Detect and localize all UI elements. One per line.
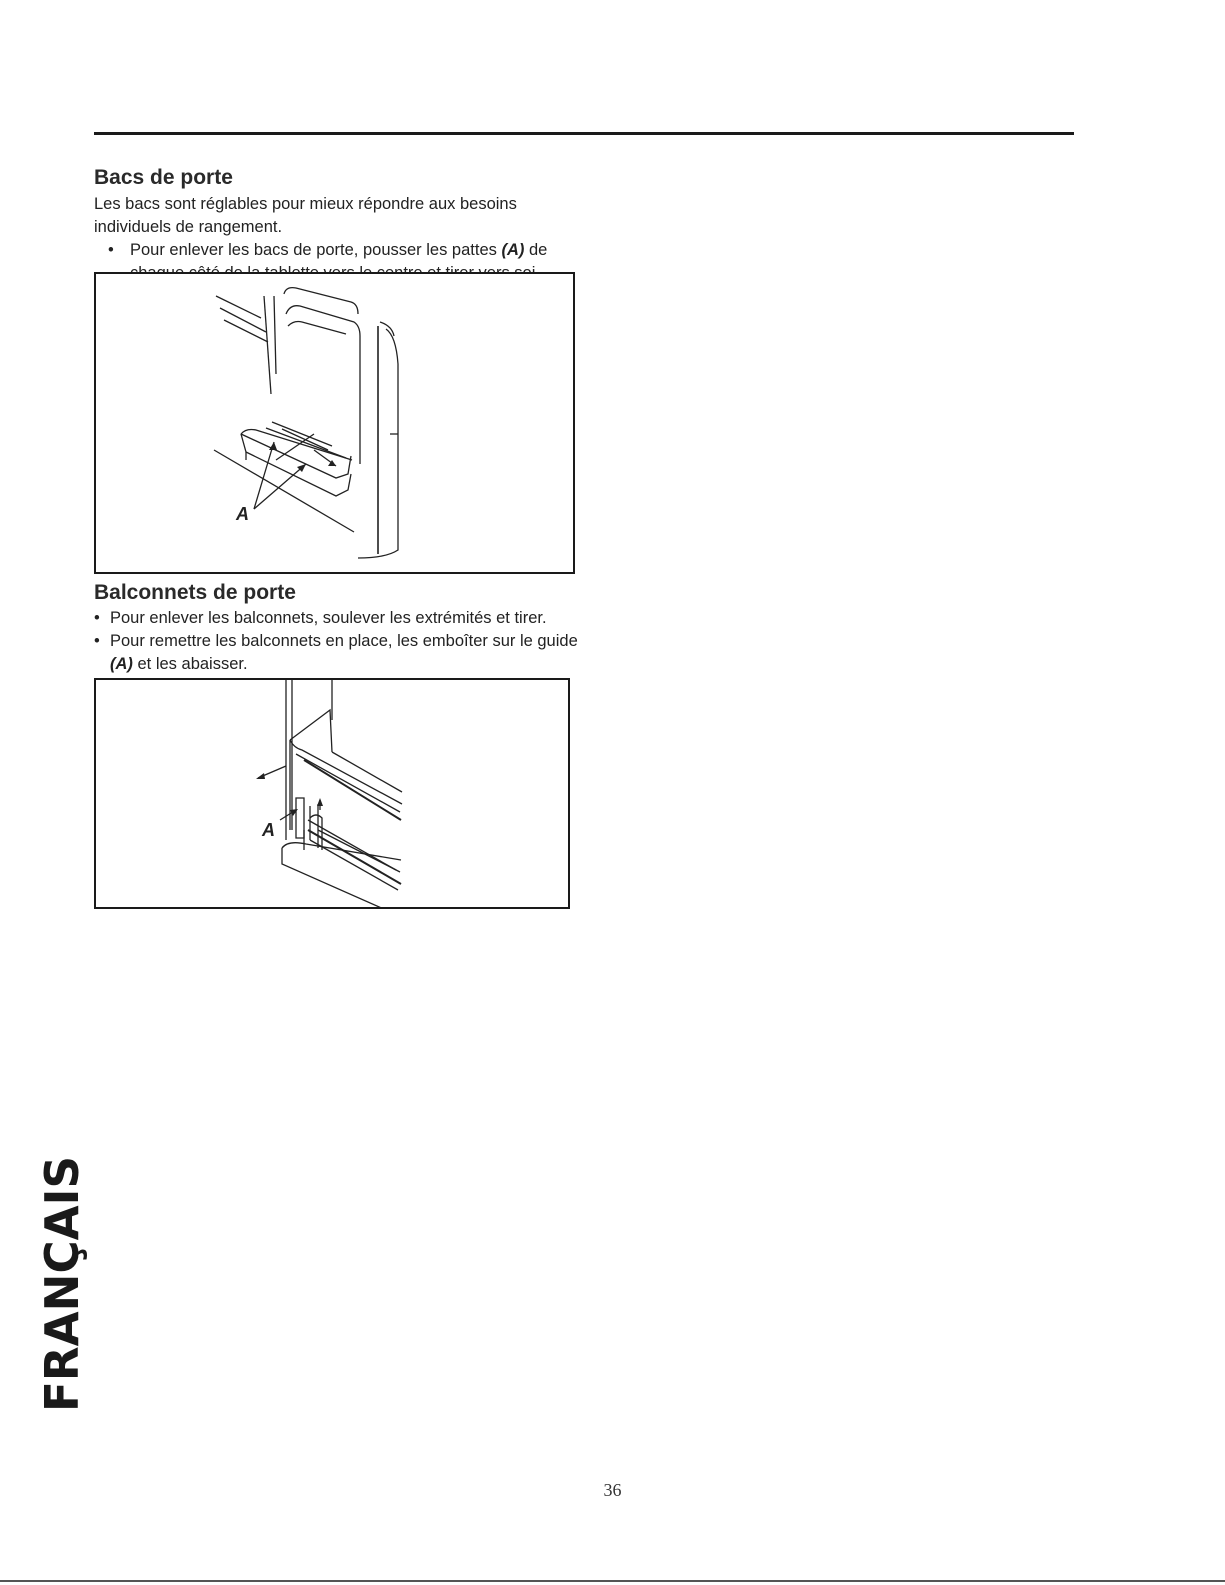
door-bin-illustration: [96, 274, 573, 572]
top-rule: [94, 132, 1074, 135]
part-reference: (A): [501, 241, 525, 259]
bullet-dot: •: [108, 241, 114, 259]
section-door-balconies: [94, 580, 580, 676]
side-tab-label: FRANÇAIS: [35, 1151, 88, 1412]
page-number: 36: [603, 1480, 622, 1500]
figure-door-balcony: [94, 678, 570, 909]
bullet-text: Pour enlever les balconnets, soulever les extrémités et tirer.: [110, 609, 547, 627]
bottom-rule: [0, 1580, 1225, 1582]
bullet-text: Pour remettre les balconnets en place, les emboîter sur le guide: [110, 632, 578, 650]
list-item: [94, 630, 580, 676]
language-side-tab: [32, 1150, 88, 1420]
figure-callout-a: A: [236, 504, 249, 524]
part-reference: (A): [110, 655, 133, 673]
intro-paragraph: Les bacs sont réglables pour mieux répondre aux besoins individuels de rangement.: [94, 195, 517, 236]
section-title-door-bins: Bacs de porte: [94, 166, 233, 189]
bullet-text: Pour enlever les bacs de porte, pousser les pattes: [130, 241, 502, 259]
figure-callout-a: A: [262, 820, 275, 840]
figure-door-bin: [94, 272, 575, 574]
section-title-door-balconies: Balconnets de porte: [94, 581, 296, 604]
bullet-text: de: [528, 241, 548, 259]
door-balcony-illustration: [96, 680, 568, 907]
list-item: [94, 607, 580, 630]
bullet-dot: •: [94, 632, 100, 650]
bullet-dot: •: [94, 609, 100, 627]
bullet-text: et les abaisser.: [132, 655, 248, 673]
